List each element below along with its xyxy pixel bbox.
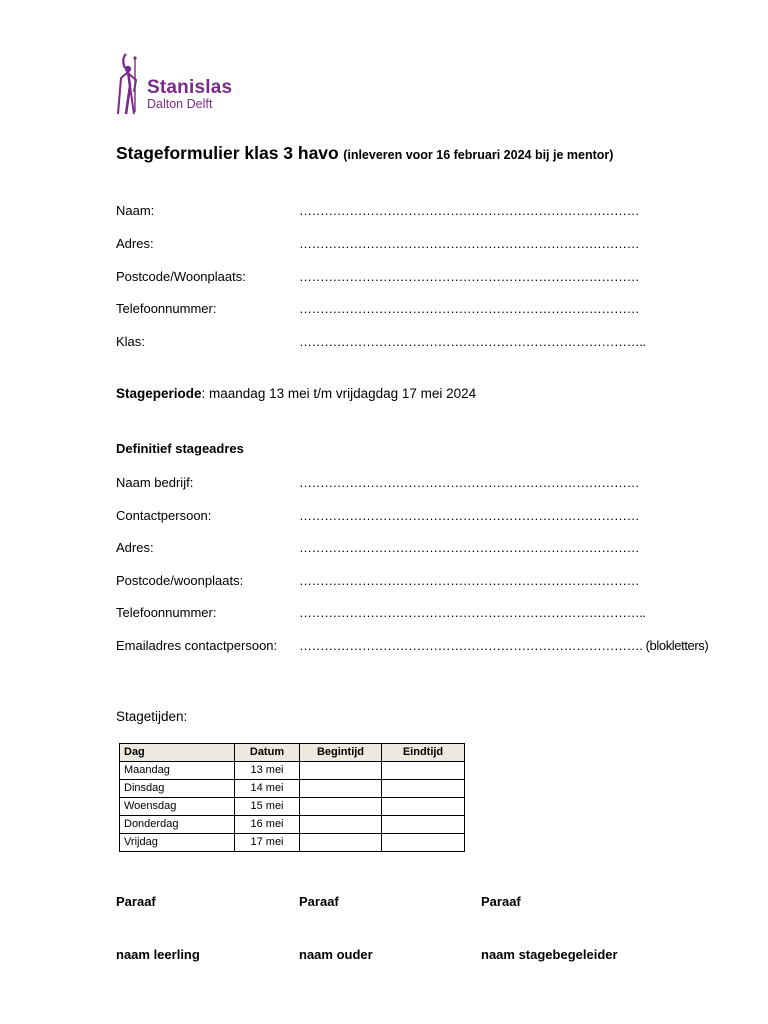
field-label: Telefoonnummer:	[116, 301, 217, 316]
naam-leerling-label: naam leerling	[116, 947, 200, 962]
field-dots[interactable]: ………………………………………………………………………	[299, 203, 640, 218]
paraaf-stagebegeleider: Paraaf	[481, 894, 521, 909]
cell-dag: Donderdag	[120, 816, 235, 834]
cell-datum: 13 mei	[235, 762, 300, 780]
cell-eindtijd[interactable]	[382, 816, 465, 834]
field-dots[interactable]: ………………………………………………………………………	[299, 573, 640, 588]
stageperiode	[116, 386, 476, 401]
logo-name: Stanislas	[147, 77, 233, 98]
title-note: (inleveren voor 16 februari 2024 bij je mentor)	[343, 148, 614, 162]
cell-eindtijd[interactable]	[382, 780, 465, 798]
paraaf-ouder: Paraaf	[299, 894, 339, 909]
cell-datum: 14 mei	[235, 780, 300, 798]
col-header-begintijd: Begintijd	[300, 744, 382, 762]
stagetijden-table	[119, 743, 465, 852]
field-dots[interactable]: ………………………………………………………………………	[299, 475, 640, 490]
cell-datum: 17 mei	[235, 834, 300, 852]
stagetijden-label: Stagetijden:	[116, 709, 188, 724]
table-row	[120, 762, 465, 780]
cell-begintijd[interactable]	[300, 816, 382, 834]
staff-figure-icon	[112, 52, 146, 116]
naam-stagebegeleider-label: naam stagebegeleider	[481, 947, 618, 962]
title-main: Stageformulier klas 3 havo	[116, 143, 339, 163]
field-label: Klas:	[116, 334, 145, 349]
field-dots[interactable]: ………………………………………………………………………	[299, 508, 640, 523]
field-label: Adres:	[116, 236, 154, 251]
logo-subtitle: Dalton Delft	[147, 97, 213, 111]
table-row	[120, 816, 465, 834]
table-row	[120, 780, 465, 798]
field-label: Postcode/woonplaats:	[116, 573, 244, 588]
cell-begintijd[interactable]	[300, 780, 382, 798]
cell-eindtijd[interactable]	[382, 834, 465, 852]
naam-ouder-label: naam ouder	[299, 947, 373, 962]
field-label: Naam bedrijf:	[116, 475, 194, 490]
cell-eindtijd[interactable]	[382, 798, 465, 816]
field-label: Telefoonnummer:	[116, 605, 217, 620]
col-header-eindtijd: Eindtijd	[382, 744, 465, 762]
table-header-row	[120, 744, 465, 762]
col-header-datum: Datum	[235, 744, 300, 762]
table-row	[120, 834, 465, 852]
field-label: Postcode/Woonplaats:	[116, 269, 246, 284]
cell-begintijd[interactable]	[300, 762, 382, 780]
field-dots[interactable]: ………………………………………………………………………	[299, 236, 640, 251]
cell-dag: Vrijdag	[120, 834, 235, 852]
cell-dag: Dinsdag	[120, 780, 235, 798]
field-label: Emailadres contactpersoon:	[116, 638, 278, 653]
cell-dag: Maandag	[120, 762, 235, 780]
cell-begintijd[interactable]	[300, 798, 382, 816]
col-header-dag: Dag	[120, 744, 235, 762]
field-label: Adres:	[116, 540, 154, 555]
cell-datum: 15 mei	[235, 798, 300, 816]
field-dots[interactable]: ………………………………………………………………………	[299, 540, 640, 555]
field-label: Naam:	[116, 203, 155, 218]
table-row	[120, 798, 465, 816]
stageperiode-value: : maandag 13 mei t/m vrijdagdag 17 mei 2024	[201, 386, 477, 401]
field-dots[interactable]: ………………………………………………………………………. (blokletters)	[299, 638, 709, 653]
cell-begintijd[interactable]	[300, 834, 382, 852]
field-label: Contactpersoon:	[116, 508, 212, 523]
page-title	[116, 143, 613, 164]
field-dots[interactable]: ………………………………………………………………………..	[299, 334, 646, 349]
cell-dag: Woensdag	[120, 798, 235, 816]
cell-eindtijd[interactable]	[382, 762, 465, 780]
cell-datum: 16 mei	[235, 816, 300, 834]
field-dots[interactable]: ………………………………………………………………………..	[299, 605, 646, 620]
field-dots[interactable]: ………………………………………………………………………	[299, 269, 640, 284]
stageperiode-label: Stageperiode	[116, 386, 202, 401]
paraaf-leerling: Paraaf	[116, 894, 156, 909]
field-dots[interactable]: ………………………………………………………………………	[299, 301, 640, 316]
definitief-heading: Definitief stageadres	[116, 441, 244, 456]
